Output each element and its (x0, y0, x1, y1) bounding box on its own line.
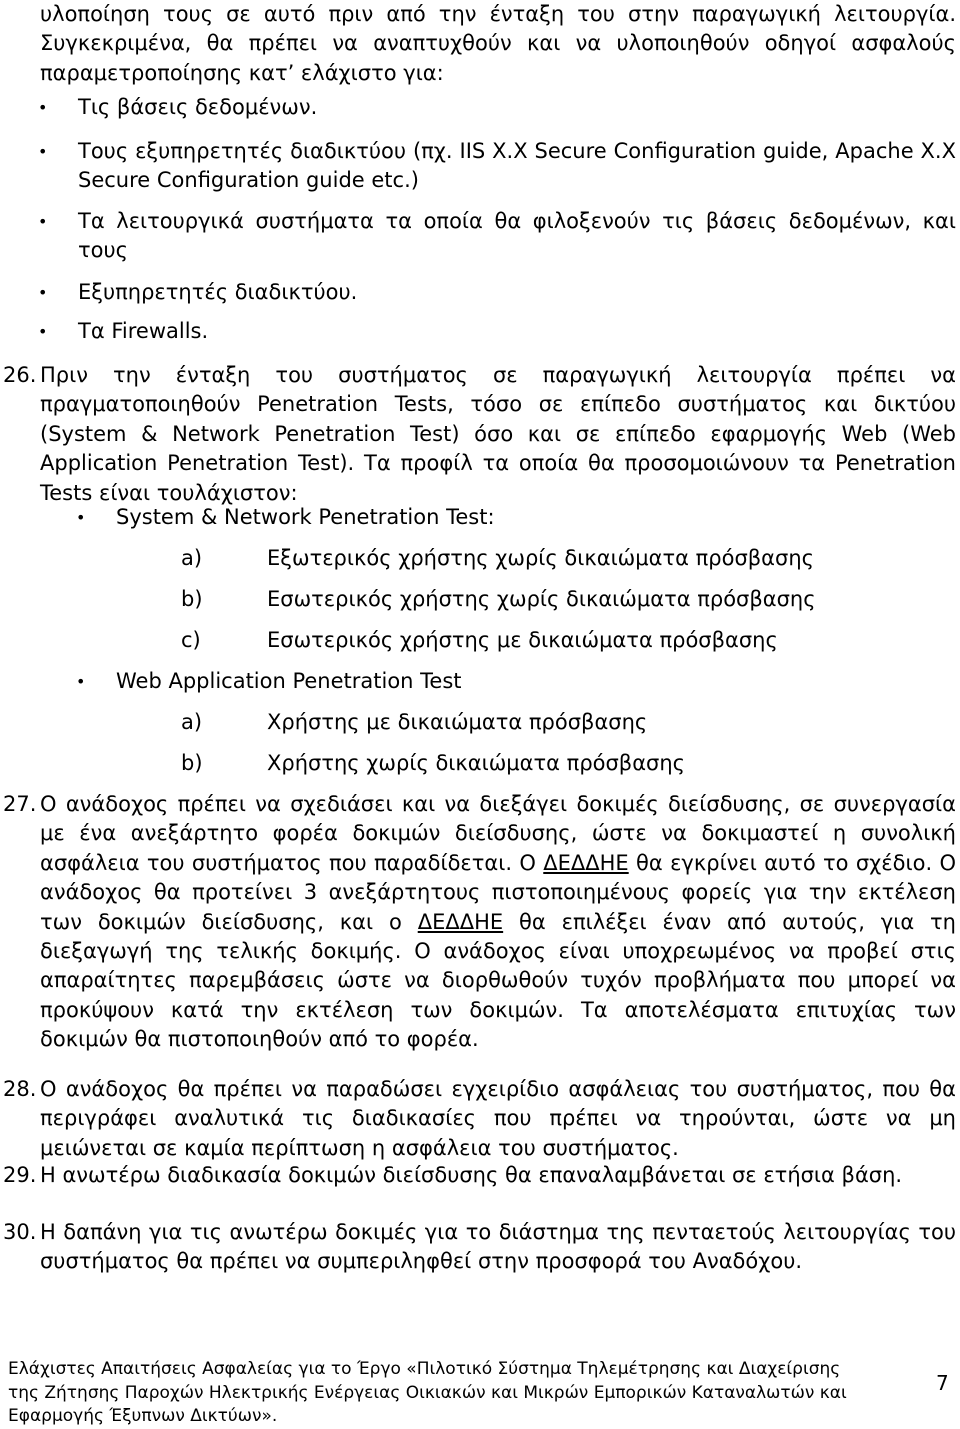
numbered-item-26 (3, 361, 956, 508)
sub-item-text: Χρήστης χωρίς δικαιώματα πρόσβασης (267, 751, 685, 775)
numbered-item-30 (3, 1218, 956, 1277)
intro-paragraph: υλοποίηση τους σε αυτό πριν από την ένταξη του στην παραγωγική λειτουργία. Συγκεκριμένα, θα πρέπει να αναπτυχθούν και να υλοποιηθούν οδηγοί ασφαλούς παραμετροποίησης κατ’ ελάχιστο για: (40, 2, 956, 85)
page-footer (8, 1358, 868, 1429)
footer-line: της Ζήτησης Παροχών Ηλεκτρικής Ενέργειας Οικιακών και Μικρών Εμπορικών Καταναλωτών και (8, 1382, 847, 1403)
intro-bullet-3: • Τα λειτουργικά συστήματα τα οποία θα φιλοξενούν τις βάσεις δεδομένων, και τους (78, 207, 956, 266)
item-number: 29. (3, 1163, 37, 1187)
numbered-item-29 (3, 1161, 956, 1190)
intro-bullet-5: • Τα Firewalls. (78, 317, 956, 346)
sub-item-text: Εσωτερικός χρήστης με δικαιώματα πρόσβασης (267, 628, 778, 652)
item-text: Η ανωτέρω διαδικασία δοκιμών διείσδυσης θα επαναλαμβάνεται σε ετήσια βάση. (40, 1163, 903, 1187)
item-text: Ο ανάδοχος θα πρέπει να παραδώσει εγχειρίδιο ασφάλειας του συστήματος, που θα περιγράφει αναλυτικά τις διαδικασίες που πρέπει να τηρούνται, ώστε να μη μειώνεται σε καμία περίπτωση η ασφάλεια του συστήματος. (40, 1077, 956, 1160)
item-text-part-b: θα εγκρίνει αυτό το σχέδιο. Ο ανάδοχος θα προτείνει 3 ανεξάρτητους πιστοποιημένους φορείς για την εκτέλεση των δοκιμών διείσδυσης, και ο (40, 850, 956, 934)
intro-bullet-4: • Εξυπηρετητές διαδικτύου. (78, 278, 956, 307)
item-number: 28. (3, 1077, 37, 1101)
pentest-bullet-system-network: • System & Network Penetration Test: (116, 503, 956, 532)
sub-item-text: Εσωτερικός χρήστης χωρίς δικαιώματα πρόσβασης (267, 587, 816, 611)
sub-item-letter: b) (181, 587, 203, 611)
item-text: Πριν την ένταξη του συστήματος σε παραγωγική λειτουργία πρέπει να πραγματοποιηθούν Penetration Tests, τόσο σε επίπεδο συστήματος και δικτύου (System & Network Penetration Test) όσο και σε επίπεδο εφαρμογής Web (Web Application Penetration Test). Τα προφίλ τα οποία θα προσομοιώνουν τα Penetration Tests είναι τουλάχιστον: (40, 363, 956, 505)
organization-name: ΔΕΔΔΗΕ (543, 850, 629, 875)
page-number: 7 (936, 1371, 949, 1395)
numbered-item-27 (3, 790, 956, 1055)
item-text-part-c: θα επιλέξει έναν από αυτούς, για τη διεξαγωγή της τελικής δοκιμής. Ο ανάδοχος είναι υποχρεωμένος να προβεί στις απαραίτητες παρεμβάσεις ώστε να διορθωθούν τυχόν προβλήματα που μπορεί να προκύψουν κατά την εκτέλεση των δοκιμών. Τα αποτελέσματα επιτυχίας των δοκιμών θα πιστοποιηθούν από το φορέα. (40, 909, 956, 1052)
intro-bullet-2: • Τους εξυπηρετητές διαδικτύου (πχ. IIS X.X Secure Configuration guide, Apache X.X Secure Configuration guide etc.) (78, 137, 956, 196)
sub-item-text: Χρήστης με δικαιώματα πρόσβασης (267, 710, 648, 734)
item-number: 30. (3, 1220, 37, 1244)
footer-line: Εφαρμογής Έξυπνων Δικτύων». (8, 1406, 278, 1426)
sub-item-text: Εξωτερικός χρήστης χωρίς δικαιώματα πρόσβασης (267, 546, 814, 570)
item-text-part-a: Ο ανάδοχος πρέπει να σχεδιάσει και να διεξάγει δοκιμές διείσδυσης, σε συνεργασία με ένα ανεξάρτητο φορέα δοκιμών διείσδυσης, ώστε να δοκιμαστεί η συνολική ασφάλεια του συστήματος που παραδίδεται. Ο (40, 792, 956, 875)
numbered-item-28 (3, 1075, 956, 1163)
intro-bullet-1: • Τις βάσεις δεδομένων. (78, 93, 956, 122)
sub-item-letter: a) (181, 546, 203, 570)
footer-line: Ελάχιστες Απαιτήσεις Ασφαλείας για το Έργο «Πιλοτικό Σύστημα Τηλεμέτρησης και Διαχείρισης (8, 1359, 841, 1379)
item-number: 26. (3, 363, 37, 387)
sub-item-letter: b) (181, 751, 203, 775)
organization-name: ΔΕΔΔΗΕ (417, 909, 504, 934)
sub-item-letter: c) (181, 628, 201, 652)
pentest-bullet-web-application: • Web Application Penetration Test (116, 667, 956, 696)
sub-item-letter: a) (181, 710, 203, 734)
item-text: Η δαπάνη για τις ανωτέρω δοκιμές για το διάστημα της πενταετούς λειτουργίας του συστήματος θα πρέπει να συμπεριληφθεί στην προσφορά του Αναδόχου. (40, 1220, 956, 1274)
item-number: 27. (3, 792, 37, 816)
